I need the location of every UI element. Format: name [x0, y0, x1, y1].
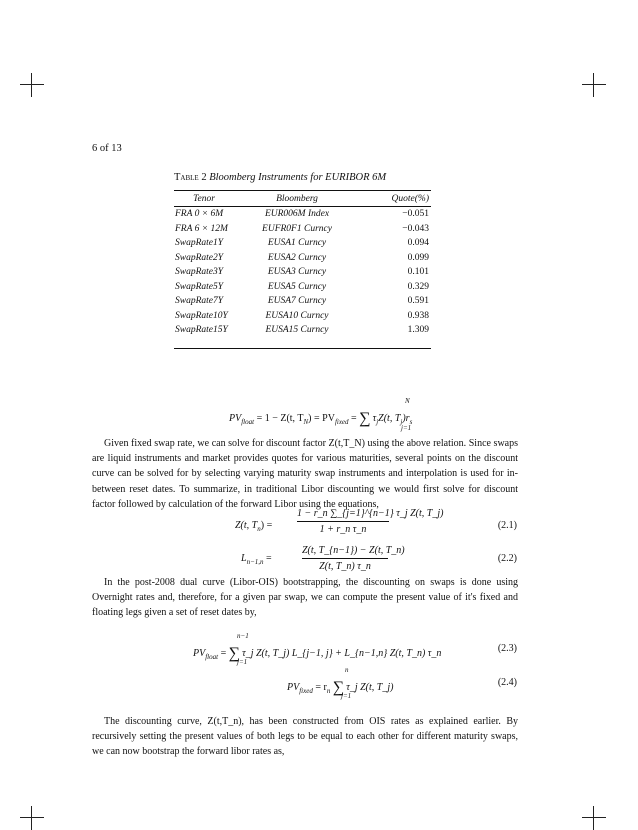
tenor-cell: SwapRate3Y [175, 267, 224, 278]
eq-sub: fixed [334, 418, 349, 426]
quote-cell: 0.329 [407, 281, 429, 292]
table-bottom-rule [174, 348, 431, 349]
crop-mark-top-left [20, 73, 44, 97]
quote-cell: −0.043 [402, 223, 429, 234]
sum-upper-limit: N [405, 397, 410, 405]
crop-mark-bottom-right [582, 806, 606, 830]
quote-cell: 1.309 [407, 325, 429, 336]
eq-text: = r [312, 682, 327, 693]
table-header-row [174, 191, 431, 207]
tenor-cell: SwapRate5Y [175, 281, 224, 292]
sum-upper-limit: n [345, 666, 349, 674]
table-caption [174, 172, 386, 183]
eq-sub: j [400, 418, 403, 426]
equation-2-2-lhs [241, 553, 272, 566]
column-header-quote: Quote(%) [361, 191, 431, 207]
table-row [174, 280, 431, 295]
table-row [174, 207, 431, 222]
eq-text: L [241, 553, 247, 564]
fraction-bar [302, 558, 388, 559]
eq-text: PV [287, 682, 300, 693]
tenor-cell: SwapRate1Y [175, 238, 224, 249]
eq-sub: float [241, 418, 255, 426]
page-number: 6 of 13 [92, 143, 122, 154]
equation-2-1-fraction [297, 508, 444, 535]
table-row [174, 236, 431, 251]
eq-text: = 1 − Z(t, T [254, 413, 304, 424]
table-row [174, 265, 431, 280]
bloomberg-ticker-cell: EUSA15 Curncy [265, 325, 329, 336]
eq-sub: float [205, 653, 219, 661]
table-row [174, 251, 431, 266]
eq-text: = [263, 553, 272, 564]
eq-sub: s [409, 418, 413, 426]
fraction-numerator: Z(t, T_{n−1}) − Z(t, T_n) [302, 545, 405, 556]
tenor-cell: FRA 6 × 12M [175, 223, 228, 234]
sum-upper-limit: n−1 [237, 632, 249, 640]
summation-symbol: ∑ [228, 645, 241, 662]
equation-2-2-fraction [302, 545, 405, 572]
tenor-cell: SwapRate10Y [175, 310, 228, 321]
sum-lower-limit: j=1 [341, 692, 352, 700]
eq-text: = [218, 648, 227, 659]
tenor-cell: SwapRate7Y [175, 296, 224, 307]
eq-text: Z(t, T [378, 413, 401, 424]
equation-2-3 [193, 643, 441, 661]
equation-number-2-2: (2.2) [497, 553, 517, 564]
bloomberg-ticker-cell: EUR006M Index [264, 209, 330, 220]
table-row [174, 323, 431, 338]
eq-sub: n [326, 687, 331, 695]
fraction-denominator: 1 + r_n τ_n [319, 524, 367, 535]
eq-text: τ_j Z(t, T_j) L_{j−1, j} + L_{n−1,n} Z(t, T_n) τ_n [242, 648, 442, 659]
eq-sub: fixed [299, 687, 313, 695]
quote-cell: 0.094 [407, 238, 429, 249]
equation-2-1-lhs [235, 520, 272, 533]
eq-text: )r [402, 413, 410, 424]
equation-number-2-1: (2.1) [497, 520, 517, 531]
quote-cell: 0.101 [407, 267, 429, 278]
table-row [174, 222, 431, 237]
eq-text: τ_j Z(t, T_j) [346, 682, 394, 693]
equation-number-2-3: (2.3) [497, 643, 517, 654]
bloomberg-ticker-cell: EUSA2 Curncy [267, 252, 327, 263]
table-label: Table 2 [174, 172, 207, 183]
tenor-cell: SwapRate15Y [175, 325, 228, 336]
table-title: Bloomberg Instruments for EURIBOR 6M [209, 172, 387, 183]
eq-sub: n−1,n [246, 558, 264, 566]
bloomberg-ticker-cell: EUSA1 Curncy [267, 238, 327, 249]
tenor-cell: FRA 0 × 6M [175, 209, 224, 220]
tenor-cell: SwapRate2Y [175, 252, 224, 263]
quote-cell: 0.591 [407, 296, 429, 307]
column-header-bloomberg: Bloomberg [233, 191, 361, 207]
bloomberg-ticker-cell: EUSA3 Curncy [267, 267, 327, 278]
table-row [174, 294, 431, 309]
crop-mark-bottom-left [20, 806, 44, 830]
fraction-numerator: 1 − r_n ∑_{j=1}^{n−1} τ_j Z(t, T_j) [297, 508, 444, 519]
eq-text: τ [372, 413, 377, 424]
eq-sub: j [376, 418, 379, 426]
fraction-denominator: Z(t, T_n) τ_n [319, 561, 371, 572]
bloomberg-ticker-cell: EUSA5 Curncy [267, 281, 327, 292]
fraction-bar [297, 521, 389, 522]
bloomberg-instruments-table [174, 190, 431, 338]
column-header-tenor: Tenor [174, 191, 233, 207]
crop-mark-top-right [582, 73, 606, 97]
bloomberg-ticker-cell: EUFR0F1 Curncy [262, 223, 332, 234]
eq-text: ) = PV [308, 413, 335, 424]
paragraph-1: Given fixed swap rate, we can solve for discount factor Z(t,T_N) using the above relation. Since swaps are liquid instruments and market provides quotes for various maturities, several points on the discount curve can be solved for by selecting varying maturity swap instruments and interpolation is used for in-between reset dates. To summarize, in traditional Libor discounting we would first solve for discount factor followed by calculation of the forward Libor using the equations, [92, 438, 518, 510]
eq-text: ) = [260, 520, 273, 531]
bloomberg-ticker-cell: EUSA7 Curncy [267, 296, 327, 307]
bloomberg-ticker-cell: EUSA10 Curncy [265, 310, 329, 321]
quote-cell: 0.938 [407, 310, 429, 321]
eq-text: PV [229, 413, 242, 424]
paragraph-2: In the post-2008 dual curve (Libor-OIS) bootstrapping, the discounting on swaps is done using Overnight rates and, therefore, for a given par swap, we can compute the present value of it's fixed and floating legs given a set of reset dates by, [92, 577, 518, 619]
equation-number-2-4: (2.4) [497, 677, 517, 688]
equation-pv-swap [229, 408, 412, 426]
eq-text: PV [193, 648, 206, 659]
summation-symbol: ∑ [332, 679, 345, 696]
eq-text: Z(t, T [235, 520, 258, 531]
eq-sub: N [303, 418, 309, 426]
summation-symbol: ∑ [359, 410, 371, 427]
eq-text: = [348, 413, 360, 424]
quote-cell: 0.099 [407, 252, 429, 263]
table-row [174, 309, 431, 324]
eq-sub: n [257, 525, 261, 533]
paragraph-3: The discounting curve, Z(t,T_n), has been constructed from OIS rates as explained earlier. By recursively setting the present values of both legs to be equal to each other for different maturity swaps, we can now bootstrap the forward libor rates as, [92, 716, 518, 758]
sum-lower-limit: j=1 [401, 424, 412, 432]
sum-lower-limit: j=1 [237, 658, 248, 666]
quote-cell: −0.051 [402, 209, 429, 220]
